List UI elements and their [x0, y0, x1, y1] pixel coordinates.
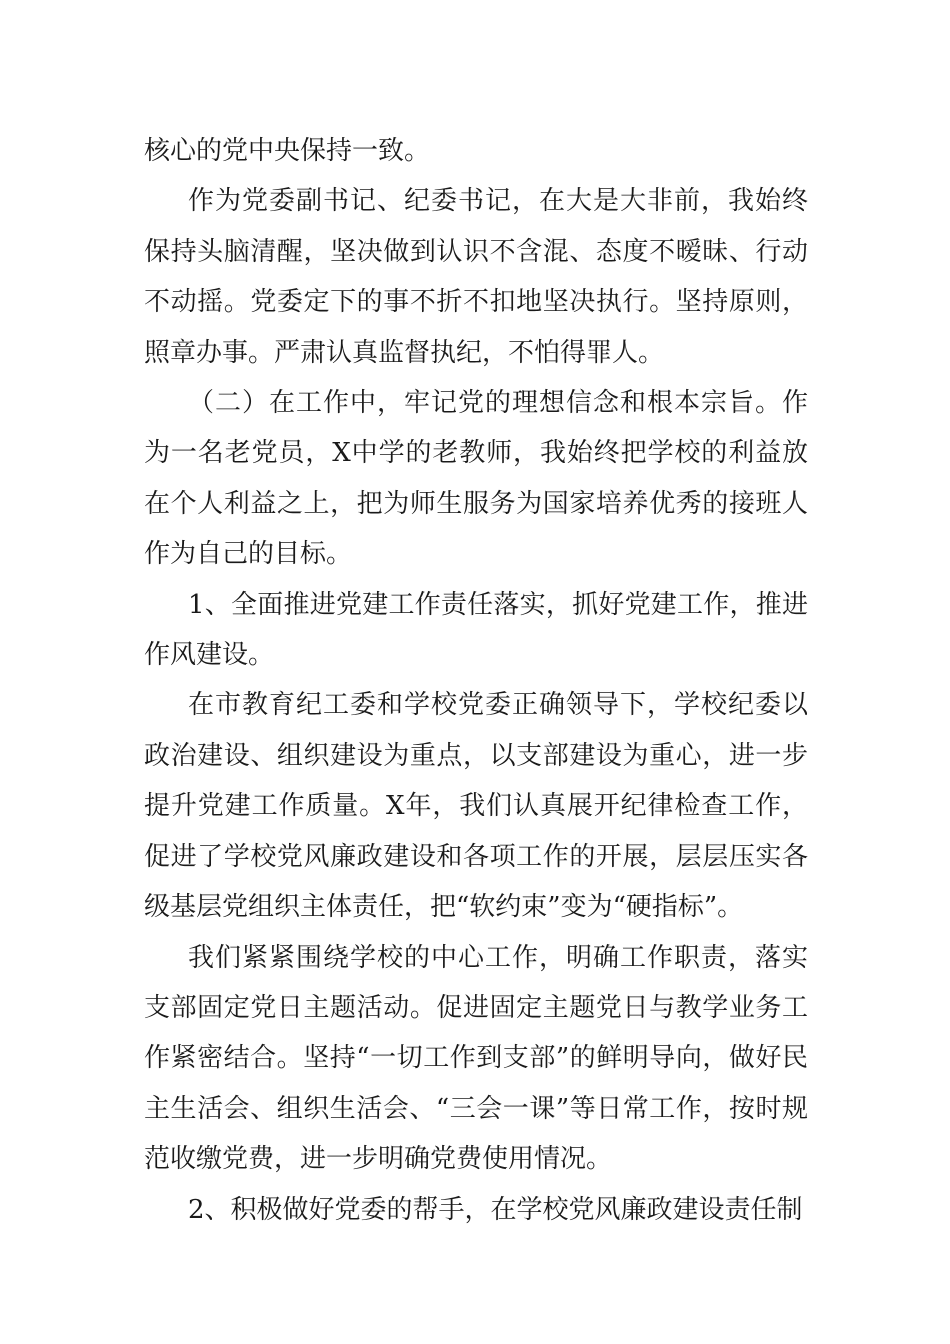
paragraph-item-two-heading: 2、积极做好党委的帮手，在学校党风廉政建设责任制	[188, 1194, 803, 1225]
paragraph-branch-activities: 我们紧紧围绕学校的中心工作，明确工作职责，落实支部固定党日主题活动。促进固定主题党日与教学业务工作紧密结合。坚持“一切工作到支部”的鲜明导向，做好民主生活会、组织生活会、“三会一课”等日常工作，按时规范收缴党费，进一步明确党费使用情况。	[144, 942, 808, 1175]
paragraph-party-building: 在市教育纪工委和学校党委正确领导下，学校纪委以政治建设、组织建设为重点，以支部建设为重心，进一步提升党建工作质量。X年，我们认真展开纪律检查工作，促进了学校党风廉政建设和各项工作的开展，层层压实各级基层党组织主体责任，把“软约束”变为“硬指标”。	[144, 690, 808, 923]
paragraph-section-two: （二）在工作中，牢记党的理想信念和根本宗旨。作为一名老党员，X中学的老教师，我始终把学校的利益放在个人利益之上，把为师生服务为国家培养优秀的接班人作为自己的目标。	[144, 388, 808, 570]
paragraph-role-statement: 作为党委副书记、纪委书记，在大是大非前，我始终保持头脑清醒，坚决做到认识不含混、态度不暧昧、行动不动摇。党委定下的事不折不扣地坚决执行。坚持原则，照章办事。严肃认真监督执纪，不怕得罪人。	[144, 186, 808, 368]
paragraph-item-one-heading: 1、全面推进党建工作责任落实，抓好党建工作，推进作风建设。	[144, 589, 808, 671]
document-body	[144, 126, 808, 1235]
paragraph-continuation: 核心的党中央保持一致。	[144, 136, 431, 166]
